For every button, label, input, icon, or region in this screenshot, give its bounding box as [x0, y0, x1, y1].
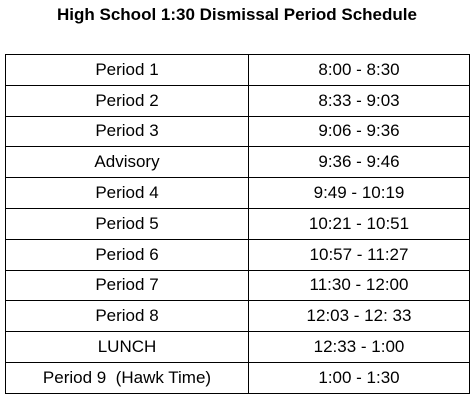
- period-cell: Period 4: [6, 178, 249, 209]
- table-row: [6, 239, 470, 270]
- table-row: [6, 332, 470, 363]
- period-cell: Period 5: [6, 208, 249, 239]
- period-cell: Period 2: [6, 85, 249, 116]
- time-cell: 11:30 - 12:00: [249, 270, 470, 301]
- time-cell: 8:33 - 9:03: [249, 85, 470, 116]
- table-row: [6, 208, 470, 239]
- time-cell: 9:06 - 9:36: [249, 116, 470, 147]
- table-row: [6, 270, 470, 301]
- time-cell: 12:03 - 12: 33: [249, 301, 470, 332]
- table-row: [6, 55, 470, 86]
- period-cell: Period 8: [6, 301, 249, 332]
- time-cell: 10:57 - 11:27: [249, 239, 470, 270]
- period-cell: LUNCH: [6, 332, 249, 363]
- table-row: [6, 362, 470, 393]
- table-row: [6, 301, 470, 332]
- table-row: [6, 147, 470, 178]
- table-row: [6, 178, 470, 209]
- period-cell: Period 9 (Hawk Time): [6, 362, 249, 393]
- period-cell: Period 6: [6, 239, 249, 270]
- page-title: High School 1:30 Dismissal Period Schedule: [57, 5, 417, 24]
- period-cell: Advisory: [6, 147, 249, 178]
- schedule-table: [5, 54, 470, 394]
- time-cell: 9:36 - 9:46: [249, 147, 470, 178]
- time-cell: 9:49 - 10:19: [249, 178, 470, 209]
- time-cell: 8:00 - 8:30: [249, 55, 470, 86]
- time-cell: 1:00 - 1:30: [249, 362, 470, 393]
- period-cell: Period 3: [6, 116, 249, 147]
- period-cell: Period 7: [6, 270, 249, 301]
- time-cell: 12:33 - 1:00: [249, 332, 470, 363]
- time-cell: 10:21 - 10:51: [249, 208, 470, 239]
- table-row: [6, 116, 470, 147]
- table-row: [6, 85, 470, 116]
- period-cell: Period 1: [6, 55, 249, 86]
